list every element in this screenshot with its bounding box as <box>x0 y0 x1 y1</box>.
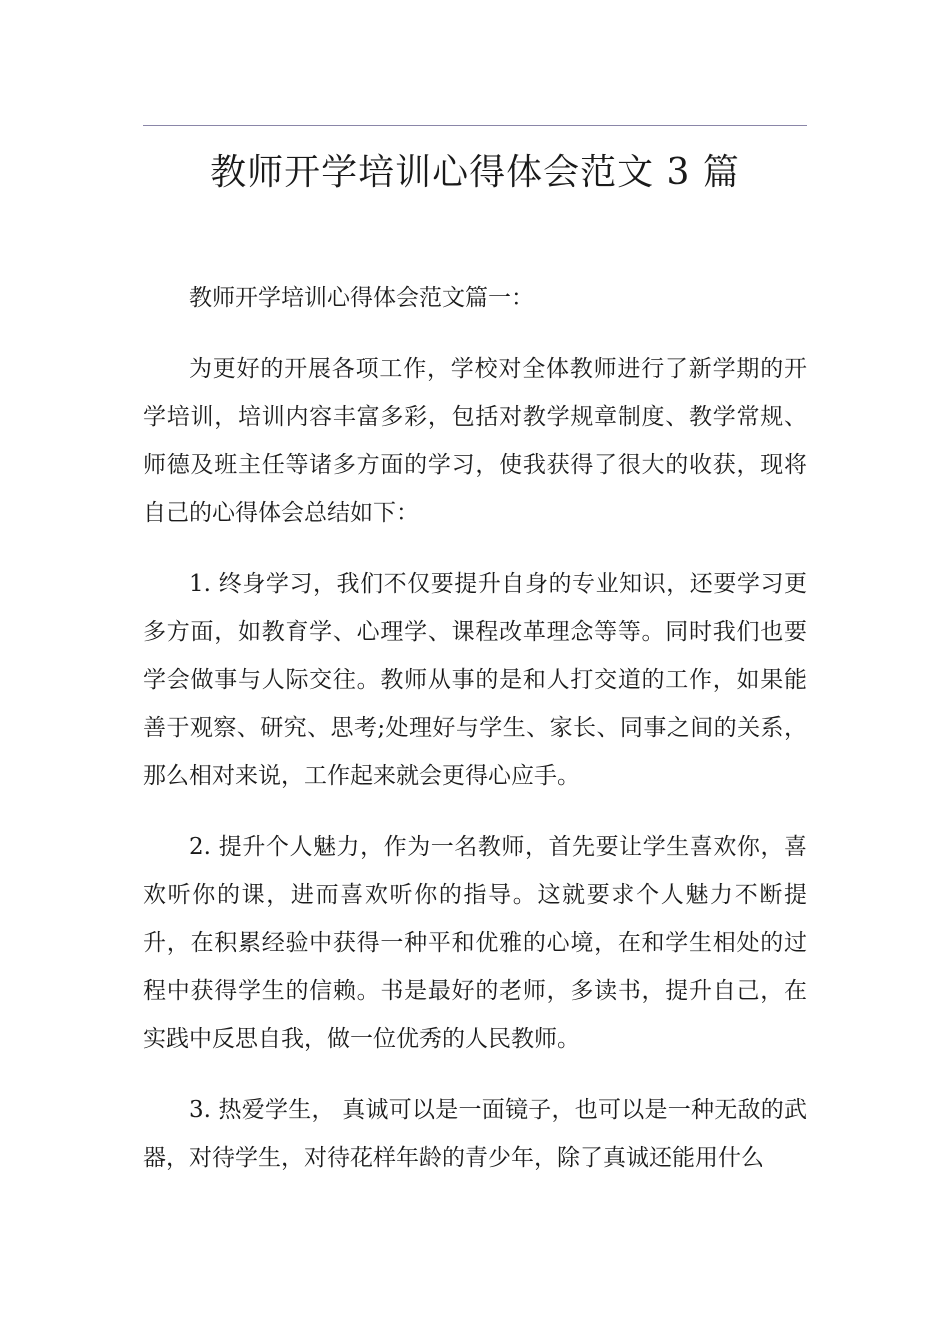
body-paragraph: 1. 终身学习，我们不仅要提升自身的专业知识，还要学习更多方面，如教育学、心理学、课程改革理念等等。同时我们也要学会做事与人际交往。教师从事的是和人打交道的工作，如果能善于观察、研究、思考;处理好与学生、家长、同事之间的关系，那么相对来说，工作起来就会更得心应手。 <box>143 571 807 789</box>
body-paragraph: 2. 提升个人魅力，作为一名教师，首先要让学生喜欢你，喜欢听你的课，进而喜欢听你的指导。这就要求个人魅力不断提升，在积累经验中获得一种平和优雅的心境，在和学生相处的过程中获得学生的信赖。书是最好的老师，多读书，提升自己，在实践中反思自我，做一位优秀的人民教师。 <box>143 834 807 1052</box>
body-paragraph: 为更好的开展各项工作，学校对全体教师进行了新学期的开学培训，培训内容丰富多彩，包括对教学规章制度、教学常规、师德及班主任等诸多方面的学习，使我获得了很大的收获，现将自己的心得体会总结如下： <box>143 356 807 526</box>
header-rule <box>143 125 807 126</box>
section-heading: 教师开学培训心得体会范文篇一： <box>189 285 534 311</box>
document-title: 教师开学培训心得体会范文 3 篇 <box>210 152 740 193</box>
body-paragraph: 3. 热爱学生， 真诚可以是一面镜子，也可以是一种无敌的武器，对待学生，对待花样年龄的青少年，除了真诚还能用什么 <box>143 1097 807 1171</box>
document-body <box>143 274 807 1205</box>
